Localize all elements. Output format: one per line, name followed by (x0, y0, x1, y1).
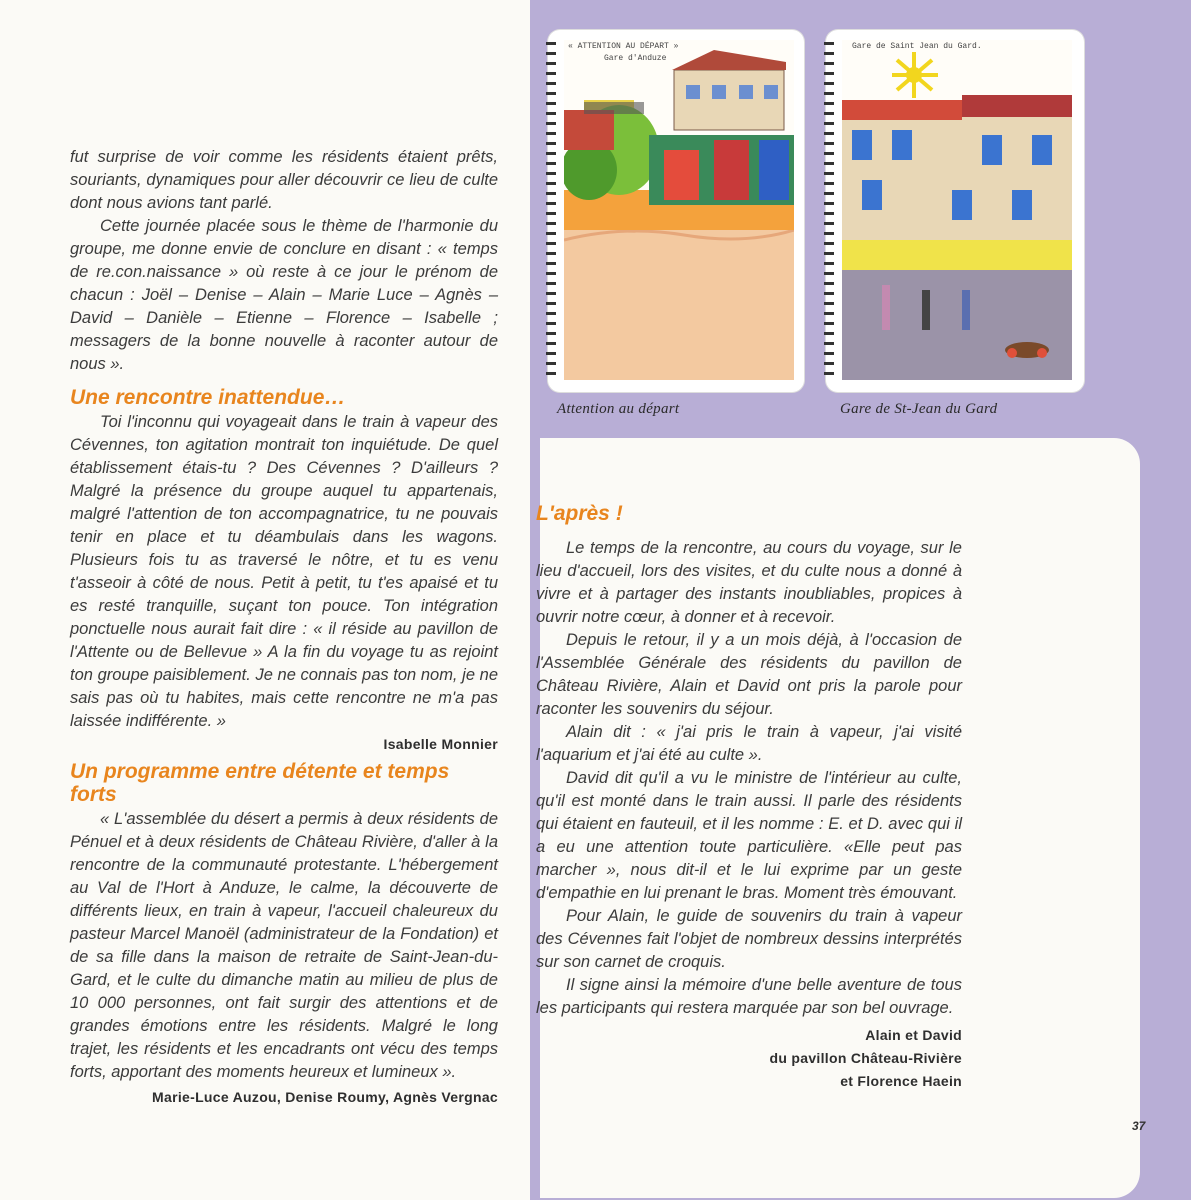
signature: Marie-Luce Auzou, Denise Roumy, Agnès Vergnac (152, 1089, 498, 1105)
caption-drawing-2: Gare de St-Jean du Gard (840, 401, 998, 417)
drawing-image (564, 40, 794, 380)
drawing-handwritten-title: Gare de Saint Jean du Gard. (852, 42, 982, 51)
section-heading: L'après ! (536, 502, 623, 525)
section-heading: Un programme entre détente et temps forts (70, 760, 450, 806)
header-bleed-through (0, 0, 530, 140)
paragraph: Toi l'inconnu qui voyageait dans le train à vapeur des Cévennes, ton agitation montrait ton inquiétude. De quel établissement étais-tu ? Des Cévennes ? D'ailleurs ? Malgré la présence du groupe auquel tu appartenais, malgré l'attention de ton accompagnatrice, tu ne pouvais tenir en place et tu déambulais dans les wagons. Plusieurs fois tu as traversé le nôtre, et tu es venu t'asseoir à côté de nous. Petit à petit, tu t'es apaisé et tu es resté tranquille, suçant ton pouce. Ton intégration ponctuelle nous aurait fait dire : « il réside au pavillon de l'Attente ou de Bellevue » A la fin du voyage tu as rejoint ton groupe paisiblement. Je ne connais pas ton nom, je ne sais pas où tu habites, mais cette rencontre ne m'a pas laissée indifférente. » (70, 413, 498, 730)
left-column (70, 146, 498, 1109)
drawing-gare-st-jean (826, 30, 1084, 392)
drawing-handwritten-subtitle: Gare d'Anduze (604, 54, 667, 63)
paragraph: Pour Alain, le guide de souvenirs du train à vapeur des Cévennes fait l'objet de nombreux dessins interprétés sur son carnet de croquis. (536, 907, 962, 971)
paragraph: fut surprise de voir comme les résidents étaient prêts, souriants, dynamiques pour aller découvrir ce lieu de culte dont nous avions tant parlé. (70, 148, 498, 212)
spiral-binding (546, 42, 556, 380)
right-column (536, 537, 962, 1093)
drawing-handwritten-title: « ATTENTION AU DÉPART » (568, 42, 679, 51)
caption-drawing-1: Attention au départ (557, 401, 680, 417)
paragraph: « L'assemblée du désert a permis à deux résidents de Pénuel et à deux résidents de Château Rivière, d'aller à la rencontre de la communauté protestante. L'hébergement au Val de l'Hort à Anduze, le calme, la découverte de différents lieux, en train à vapeur, l'accueil chaleureux du pasteur Marcel Manoël (administrateur de la Fondation) et de sa fille dans la maison de retraite de Saint-Jean-du-Gard, et le culte du dimanche matin au milieu de plus de 10 000 personnes, ont fait surgir des attentions et de grandes émotions entre les résidents. Malgré le long trajet, les résidents et les encadrants ont vécu des temps forts, apportant des moments heureux et lumineux ». (70, 810, 498, 1081)
signature-line: Alain et David (865, 1027, 962, 1043)
section-heading: Une rencontre inattendue… (70, 386, 346, 409)
drawing-image (842, 40, 1074, 380)
paragraph: Cette journée placée sous le thème de l'harmonie du groupe, me donne envie de conclure en disant : « temps de re.con.naissance » où reste à ce jour le prénom de chacun : Joël – Denise – Alain – Marie Luce – Agnès – David – Danièle – Etienne – Florence – Isabelle ; messagers de la bonne nouvelle à raconter autour de nous ». (70, 217, 498, 373)
paragraph: Alain dit : « j'ai pris le train à vapeur, j'ai visité l'aquarium et j'ai été au culte ». (536, 723, 962, 764)
signature-line: et Florence Haein (840, 1073, 962, 1089)
spiral-binding (824, 42, 834, 380)
signature-line: du pavillon Château-Rivière (769, 1050, 962, 1066)
paragraph: Depuis le retour, il y a un mois déjà, à l'occasion de l'Assemblée Générale des résidents du pavillon de Château Rivière, Alain et David ont pris la parole pour raconter les souvenirs du séjour. (536, 631, 962, 718)
signature: Isabelle Monnier (383, 736, 498, 752)
paragraph: Il signe ainsi la mémoire d'une belle aventure de tous les participants qui restera marquée par son bel ouvrage. (536, 976, 962, 1017)
paragraph: Le temps de la rencontre, au cours du voyage, sur le lieu d'accueil, lors des visites, et du culte nous a donné à vivre et à partager des instants inoubliables, propices à ouvrir notre cœur, à donner et à recevoir. (536, 539, 962, 626)
paragraph: David dit qu'il a vu le ministre de l'intérieur au culte, qu'il est monté dans le train aussi. Il parle des résidents qui étaient en fauteuil, et il les nomme : E. et D. avec qui il a eu une attention toute particulière. «Elle peut pas marcher », nous dit-il et le lui exprime par un geste d'empathie en lui prenant le bras. Moment très émouvant. (536, 769, 962, 902)
drawing-attention-depart (548, 30, 804, 392)
page-number: 37 (1132, 1119, 1146, 1133)
